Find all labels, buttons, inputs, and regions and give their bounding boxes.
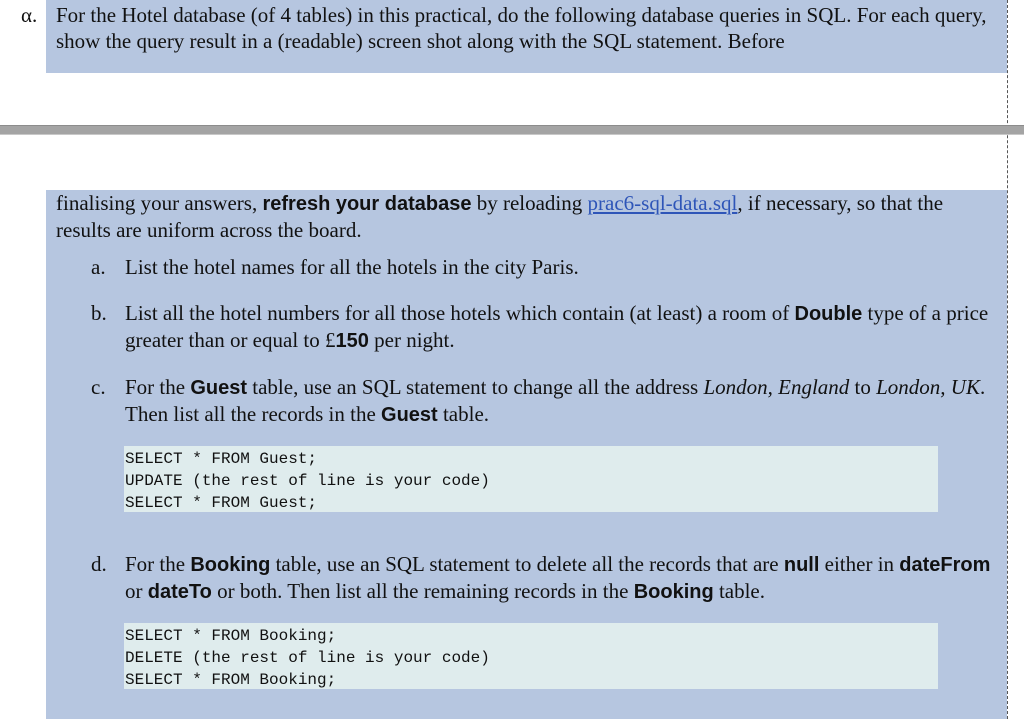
code-line: DELETE (the rest of line is your code) (125, 649, 490, 667)
item-d-text-5: or both. Then list all the remaining records in the (211, 579, 634, 603)
intro-text-2: by reloading (471, 191, 588, 215)
item-d-text-6: table. (713, 579, 765, 603)
code-line: SELECT * FROM Booking; (125, 627, 337, 645)
item-b-letter: b. (91, 301, 107, 325)
old-address-italic: London, England (703, 375, 850, 399)
item-c-letter: c. (91, 375, 106, 399)
item-a-letter: a. (91, 255, 106, 279)
item-b-text-1: List all the hotel numbers for all those hotels which contain (at least) a room of (125, 301, 795, 325)
code-line: SELECT * FROM Booking; (125, 671, 337, 689)
page-break-divider (0, 125, 1024, 135)
code-line: SELECT * FROM Guest; (125, 450, 318, 468)
item-a-text: List the hotel names for all the hotels in the city Paris. (125, 255, 579, 279)
item-b-text-3: per night. (368, 328, 455, 352)
booking-table-emphasis-2: Booking (633, 581, 714, 603)
dateto-emphasis: dateTo (147, 581, 212, 603)
item-d-text (125, 551, 995, 605)
item-b-text-2: type of a price greater than or equal to £ (125, 301, 989, 352)
right-margin-guide (1007, 0, 1008, 719)
item-b-text (125, 300, 995, 354)
item-d-text-2: table, use an SQL statement to delete all the records that are (270, 552, 784, 576)
intro-text-3: , if necessary, so that the results are uniform across the board. (56, 191, 944, 242)
guest-table-emphasis: Guest (190, 377, 248, 399)
booking-table-emphasis: Booking (190, 554, 271, 576)
code-line: SELECT * FROM Guest; (125, 494, 318, 512)
item-d-letter: d. (91, 552, 107, 576)
room-type-emphasis: Double (794, 303, 863, 325)
question-body-block (46, 190, 1007, 719)
code-block-d (124, 623, 938, 689)
item-c-text (125, 374, 995, 428)
null-emphasis: null (783, 554, 820, 576)
item-d-text-4: or (125, 579, 148, 603)
refresh-database-emphasis: refresh your database (262, 193, 472, 215)
intro-text-1: finalising your answers, (56, 191, 263, 215)
price-emphasis: 150 (335, 330, 369, 352)
datefrom-emphasis: dateFrom (899, 554, 991, 576)
code-line: UPDATE (the rest of line is your code) (125, 472, 490, 490)
item-c-text-1: For the (125, 375, 191, 399)
item-c-text-4: . Then list all the records in the (125, 375, 986, 426)
question-intro-continued (56, 190, 996, 243)
question-intro-block (46, 0, 1007, 73)
item-d-text-3: either in (819, 552, 900, 576)
guest-table-emphasis-2: Guest (381, 404, 438, 426)
code-block-c (124, 446, 938, 512)
question-label: α. (21, 3, 38, 27)
item-c-text-3: to (849, 375, 877, 399)
sql-data-file-link[interactable]: prac6-sql-data.sql (587, 191, 738, 215)
question-intro-text: For the Hotel database (of 4 tables) in this practical, do the following database queries in SQL. For each query, show the query result in a (readable) screen shot along with the SQL statement. Before (56, 3, 987, 53)
item-c-text-5: table. (437, 402, 490, 426)
item-d-text-1: For the (125, 552, 191, 576)
item-c-text-2: table, use an SQL statement to change all the address (247, 375, 704, 399)
new-address-italic: London, UK (876, 375, 980, 399)
